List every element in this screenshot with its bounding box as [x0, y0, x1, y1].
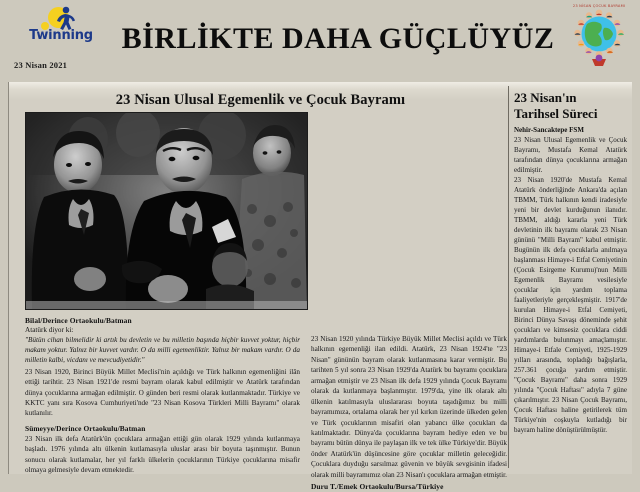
article-headline: 23 Nisan Ulusal Egemenlik ve Çocuk Bayramı [115, 92, 406, 108]
sidebar-article [514, 88, 627, 468]
sidebar-paragraph-2: 23 Nisan 1920'de Mustafa Kemal Atatürk önderliğinde Ankara'da açılan TBMM, Türk halkının kendi iradesiyle yeni bir devlet kurduğunun ilanıdır. TBMM, aldığı kararla yeni Türk devletinin ilk bayramı olarak 23 Nisan gününü "Milli Bayram" kabul etmiştir. Bugünün ilk defa çocuklarla anılmaya başlanması Himaye-i Etfal Cemiyetinin (Çocuk Esirgeme Kurumu)'nun Milli Egemenlik Bayramı vesilesiyle çocuklar için yardım toplama faaliyetleriyle gerçekleşmiştir. 1917'de kurulan Himaye-i Etfal Cemiyeti, Birinci Dünya Savaşı döneminde şehit çocukları ve kimsesiz çocuklara ciddi yardımlarda bulunmayı amaçlamıştır. Himaye-i Etfale Cemiyeti, 1925-1929 yılları arasında, topladığı bağışlarla, 257.361 çocuğa yardım etmiştir. "Çocuk Bayramı" daha sonra 1929 yılında "Çocuk Haftası" adıyla 7 güne çıkarılmıştır. 23 Nisan Çocuk Bayramı, Çocuk Haftası haline getirilerek tüm Türkiye'nin coşkuyla kutladığı bir bayram haline dönüştürülmüştür. [514, 175, 627, 434]
globe-with-children-icon [570, 4, 628, 70]
etwinning-wordmark: Twinning [29, 28, 93, 43]
column-divider [508, 86, 509, 468]
page-title: BİRLİKTE DAHA GÜÇLÜYÜZ [121, 22, 555, 55]
main-article [17, 88, 507, 492]
byline-duru: Duru T./Emek Ortaokulu/Bursa/Türkiye [311, 482, 444, 492]
byline-sumeyye: Sümeyye/Derince Ortaokulu/Batman [25, 423, 146, 433]
right-paragraph-1: 23 Nisan 1920 yılında Türkiye Büyük Millet Meclisi açıldı ve Türk halkının egemenliği ilan edildi. Atatürk, 23 Nisan 1924'te "23 Nisan" gününün bayram olarak kutlanmasına karar vermiştir. Bu tarihten 5 yıl sonra 23 Nisan 1929'da Atatürk bu bayramı çocuklara armağan etmiştir ve 23 Nisan ilk defa 1929 yılında Çocuk Bayramı olarak da kutlanmaya başlanmıştır. 1979'da, yine ilk olarak altı ülkenin katılmasıyla uluslararası boyuta taşıdığımız bu milli bayramımıza, ortalama olarak her yıl kırkın üzerinde ülkeden gelen ve Türk çocuklarının misafiri olan yabancı ülke çocukları da katılmaktadır. Dünya'da çocuklarına bayram hediye eden ve bu bayramı bütün dünya ile paylaşan ilk ve tek ülke Türkiye'dir. Büyük önder Atatürk'ün düşüncesine göre çocuklar milletin geleceğidir. Çocuklara duyduğu sarsılmaz güvenin ve büyük sevgisinin ifadesi olarak milli bayramımız olan 23 Nisan'ı çocuklara armağan etmiştir. [311, 335, 507, 479]
sidebar-headline-line-2: Tarihsel Süreci [514, 105, 598, 121]
article-column-left [25, 316, 300, 481]
ataturk-historic-photo [25, 112, 308, 310]
sidebar-headline [514, 90, 627, 122]
sidebar-byline: Nehir-Sancaktepe FSM [514, 125, 584, 134]
etwinning-logo [18, 6, 104, 52]
children-globe-logo [570, 4, 628, 76]
masthead-date: 23 Nisan 2021 [14, 60, 68, 70]
sidebar-paragraph-1: 23 Nisan Ulusal Egemenlik ve Çocuk Bayramı, Mustafa Kemal Atatürk tarafından dünya çocuklarına armağan edilmiştir. [514, 135, 627, 174]
ataturk-quote: "Bütün cihan bilmelidir ki artık bu devletin ve bu milletin başında hiçbir kuvvet yoktur, hiçbir makam yoktur. Yalnız bir kuvvet vardır. O da milli egemenliktir. Yalnız bir makam vardır. O da milletin kalbi, vicdanı ve mevcudiyetidir." [25, 336, 300, 365]
byline-bilal: Bilal/Derince Ortaokulu/Batman [25, 316, 132, 325]
left-paragraph-1: 23 Nisan 1920, Birinci Büyük Millet Meclisi'nin açıldığı ve Türk halkının egemenliğini ilân ettiği tarihtir. 23 Nisan 1921'de resmi bayram olarak kabul edilmiştir ve Atatürk tarafından dünya çocuklarına armağan edilmiştir. O günden beri resmi olarak kutlanmaktadır. Türkiye ve KKTC yanı sıra Kosova Cumhuriyeti'nde "23 Nisan Kosova Türkleri Milli Bayramı" olarak kutlanılır. [25, 367, 300, 418]
masthead [0, 0, 640, 82]
sidebar-headline-line-1: 23 Nisan'ın [514, 90, 577, 105]
article-column-right [311, 334, 507, 492]
globe-logo-caption: 23 NİSAN ÇOCUK BAYRAMI [572, 4, 626, 8]
lead-label-ataturk: Atatürk diyor ki: [25, 326, 74, 334]
left-paragraph-2: 23 Nisan ilk defa Atatürk'ün çocuklara armağan ettiği gün olarak 1929 yılında kutlanmaya başladı. 1976 yılında altı ülkenin kutlamasıyla uluslar arası bir boyuta taşınmıştır. Bunun sonucu olarak kutlamalar, her yıl farklı ülkelerin çocuklarının Türkiye çocuklarına misafir olmaya gelmesiyle devam etmektedir. [25, 434, 300, 475]
content-sheet [8, 82, 632, 492]
